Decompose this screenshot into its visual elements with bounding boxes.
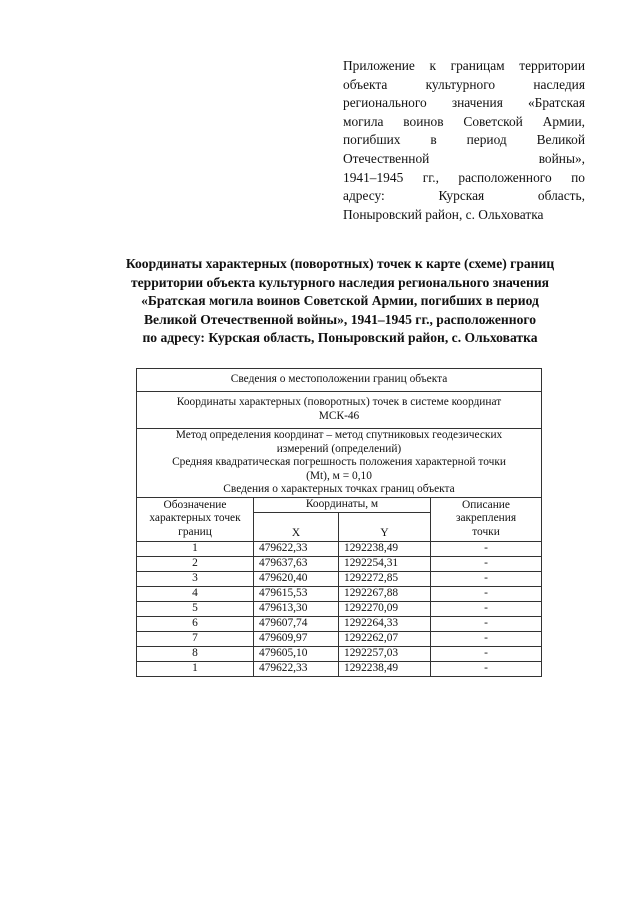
appendix-line: объекта культурного наследия — [343, 76, 585, 92]
description-column-header: Описание закрепления точки — [431, 497, 542, 541]
coordinates-table — [136, 368, 542, 677]
table-row — [137, 586, 542, 601]
x-value: 479620,40 — [254, 571, 339, 586]
description-value: - — [431, 616, 542, 631]
y-value: 1292262,07 — [339, 631, 431, 646]
y-value: 1292267,88 — [339, 586, 431, 601]
table-row — [137, 661, 542, 676]
table-row — [137, 646, 542, 661]
description-value: - — [431, 646, 542, 661]
location-header: Сведения о местоположении границ объекта — [137, 369, 542, 392]
appendix-line: регионального значения «Братская — [343, 95, 585, 111]
table-row — [137, 601, 542, 616]
y-value: 1292254,31 — [339, 556, 431, 571]
y-column-header: Y — [339, 512, 431, 541]
point-number: 1 — [137, 661, 254, 676]
point-number: 6 — [137, 616, 254, 631]
designation-column-header: Обозначение характерных точек границ — [137, 497, 254, 541]
table-row — [137, 631, 542, 646]
appendix-note — [343, 57, 585, 224]
description-value: - — [431, 631, 542, 646]
description-value: - — [431, 586, 542, 601]
y-value: 1292272,85 — [339, 571, 431, 586]
description-value: - — [431, 601, 542, 616]
x-value: 479605,10 — [254, 646, 339, 661]
x-value: 479609,97 — [254, 631, 339, 646]
title-line: «Братская могила воинов Советской Армии, погибших в период — [141, 293, 539, 309]
title-line: по адресу: Курская область, Поныровский район, с. Ольховатка — [142, 330, 538, 346]
appendix-line: могила воинов Советской Армии, — [343, 113, 585, 129]
coordinates-column-header: Координаты, м — [254, 497, 431, 512]
table-row — [137, 556, 542, 571]
method-info: Метод определения координат – метод спутниковых геодезических измерений (определений) Средняя квадратическая погрешность положения характерной точки (Mt), м = 0,10 Сведения о характерных точках границ объекта — [137, 429, 542, 498]
x-value: 479622,33 — [254, 541, 339, 556]
appendix-line: погибших в период Великой — [343, 132, 585, 148]
point-number: 5 — [137, 601, 254, 616]
x-value: 479607,74 — [254, 616, 339, 631]
x-column-header: X — [254, 512, 339, 541]
description-value: - — [431, 541, 542, 556]
appendix-line: Поныровский район, с. Ольховатка — [343, 206, 544, 222]
point-number: 2 — [137, 556, 254, 571]
description-value: - — [431, 661, 542, 676]
document-title — [80, 255, 600, 348]
y-value: 1292257,03 — [339, 646, 431, 661]
table-row — [137, 616, 542, 631]
y-value: 1292264,33 — [339, 616, 431, 631]
appendix-line: 1941–1945 гг., расположенного по — [343, 169, 585, 185]
x-value: 479615,53 — [254, 586, 339, 601]
table-row — [137, 571, 542, 586]
appendix-line: адресу: Курская область, — [343, 188, 585, 204]
title-line: территории объекта культурного наследия регионального значения — [130, 274, 550, 290]
appendix-line: Приложение к границам территории — [343, 58, 585, 73]
description-value: - — [431, 571, 542, 586]
appendix-line: Отечественной войны», — [343, 150, 585, 166]
y-value: 1292238,49 — [339, 541, 431, 556]
description-value: - — [431, 556, 542, 571]
point-number: 7 — [137, 631, 254, 646]
x-value: 479637,63 — [254, 556, 339, 571]
x-value: 479622,33 — [254, 661, 339, 676]
point-number: 3 — [137, 571, 254, 586]
coordinate-system-header: Координаты характерных (поворотных) точек в системе координат МСК-46 — [137, 392, 542, 429]
point-number: 1 — [137, 541, 254, 556]
title-line: Координаты характерных (поворотных) точек к карте (схеме) границ — [125, 256, 555, 271]
point-number: 4 — [137, 586, 254, 601]
point-number: 8 — [137, 646, 254, 661]
table-row — [137, 541, 542, 556]
title-line: Великой Отечественной войны», 1941–1945 гг., расположенного — [143, 311, 537, 327]
y-value: 1292238,49 — [339, 661, 431, 676]
y-value: 1292270,09 — [339, 601, 431, 616]
x-value: 479613,30 — [254, 601, 339, 616]
